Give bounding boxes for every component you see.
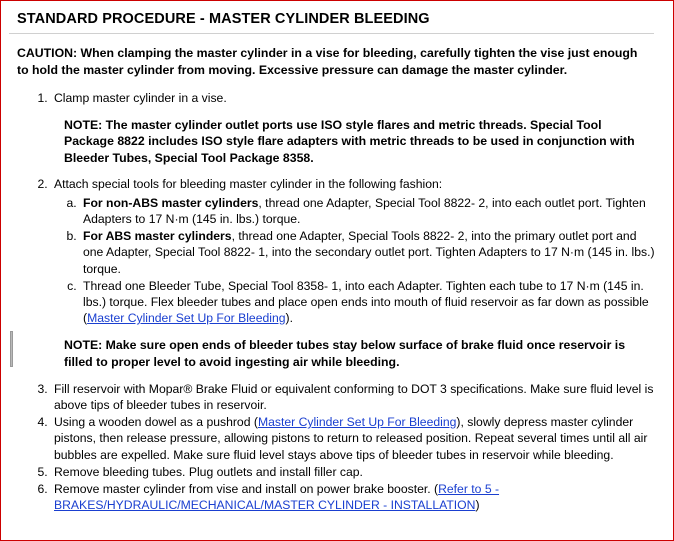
- substep-c-text-after: ).: [285, 311, 293, 326]
- step-6-text-after: ): [475, 498, 480, 513]
- list-item-step-2: [51, 176, 657, 370]
- link-master-cylinder-set-up-for-bleeding-1[interactable]: Master Cylinder Set Up For Bleeding: [87, 311, 286, 326]
- page-title: STANDARD PROCEDURE - MASTER CYLINDER BLEEDING: [17, 11, 430, 27]
- title-divider: [9, 33, 654, 34]
- substep-b-lead: For ABS master cylinders: [83, 229, 232, 244]
- step-3-text: Fill reservoir with Mopar® Brake Fluid or equivalent conforming to DOT 3 specifications. Make sure fluid level is above tips of bleeder tubes in reservoir.: [54, 381, 654, 412]
- list-item-step-1: [51, 90, 657, 166]
- list-item-step-6: [51, 481, 657, 513]
- procedure-substeps-list: [54, 195, 657, 327]
- document-content: [17, 7, 657, 514]
- step-1-text: Clamp master cylinder in a vise.: [54, 91, 227, 106]
- note-1: NOTE: The master cylinder outlet ports use ISO style flares and metric threads. Special Tool Package 8822 includes ISO style flare adapters with metric threads to be used in conjunction with Bleeder Tubes, Special Tool Package 8358.: [64, 117, 635, 165]
- step-2-text: Attach special tools for bleeding master cylinder in the following fashion:: [54, 177, 443, 192]
- substep-b-text: , thread one Adapter, Special Tools 8822- 2, into the primary outlet port and one Adapter, Special Tool 8822- 1, into the secondary outlet port. Tighten Adapters to 17 N·m (145 in. lbs.) torque.: [83, 229, 655, 276]
- list-item-substep-a: [80, 195, 657, 227]
- procedure-steps-list: [17, 90, 657, 513]
- substep-a-lead: For non-ABS master cylinders: [83, 195, 259, 210]
- list-item-substep-b: [80, 228, 657, 277]
- scroll-position-marker[interactable]: [10, 331, 13, 367]
- note-2: NOTE: Make sure open ends of bleeder tubes stay below surface of brake fluid once reservoir is filled to proper level to avoid ingesting air while bleeding.: [64, 338, 626, 370]
- step-5-text: Remove bleeding tubes. Plug outlets and install filler cap.: [54, 464, 363, 479]
- step-4-text-before: Using a wooden dowel as a pushrod (: [54, 415, 258, 430]
- link-master-cylinder-set-up-for-bleeding-2[interactable]: Master Cylinder Set Up For Bleeding: [257, 415, 457, 430]
- list-item-step-3: [51, 381, 657, 413]
- substep-c-text: Thread one Bleeder Tube, Special Tool 8358- 1, into each Adapter. Tighten each tube to 17 N·m (145 in. lbs.) torque. Flex bleeder tubes and place open ends into mouth of fluid reservoir as far down as possible (: [83, 278, 649, 326]
- step-6-text-before: Remove master cylinder from vise and install on power brake booster. (: [54, 481, 439, 496]
- list-item-step-4: [51, 414, 657, 463]
- caution-paragraph: CAUTION: When clamping the master cylinder in a vise for bleeding, carefully tighten the vise just enough to hold the master cylinder from moving. Excessive pressure can damage the master cylinder.: [17, 46, 638, 77]
- list-item-step-5: [51, 464, 657, 480]
- step-4-text-after: ), slowly depress master cylinder pistons, then release pressure, allowing pistons to return to released position. Repeat several times until all air bubbles are expelled. Make sure fluid level stays above tips of bleeder tubes in reservoir while bleeding.: [54, 415, 648, 462]
- link-refer-to-master-cylinder-installation[interactable]: Refer to 5 - BRAKES/HYDRAULIC/MECHANICAL/MASTER CYLINDER - INSTALLATION: [54, 481, 500, 513]
- list-item-substep-c: [80, 278, 657, 327]
- substep-a-text: , thread one Adapter, Special Tool 8822- 2, into each outlet port. Tighten Adapters to 17 N·m (145 in. lbs.) torque.: [83, 195, 646, 226]
